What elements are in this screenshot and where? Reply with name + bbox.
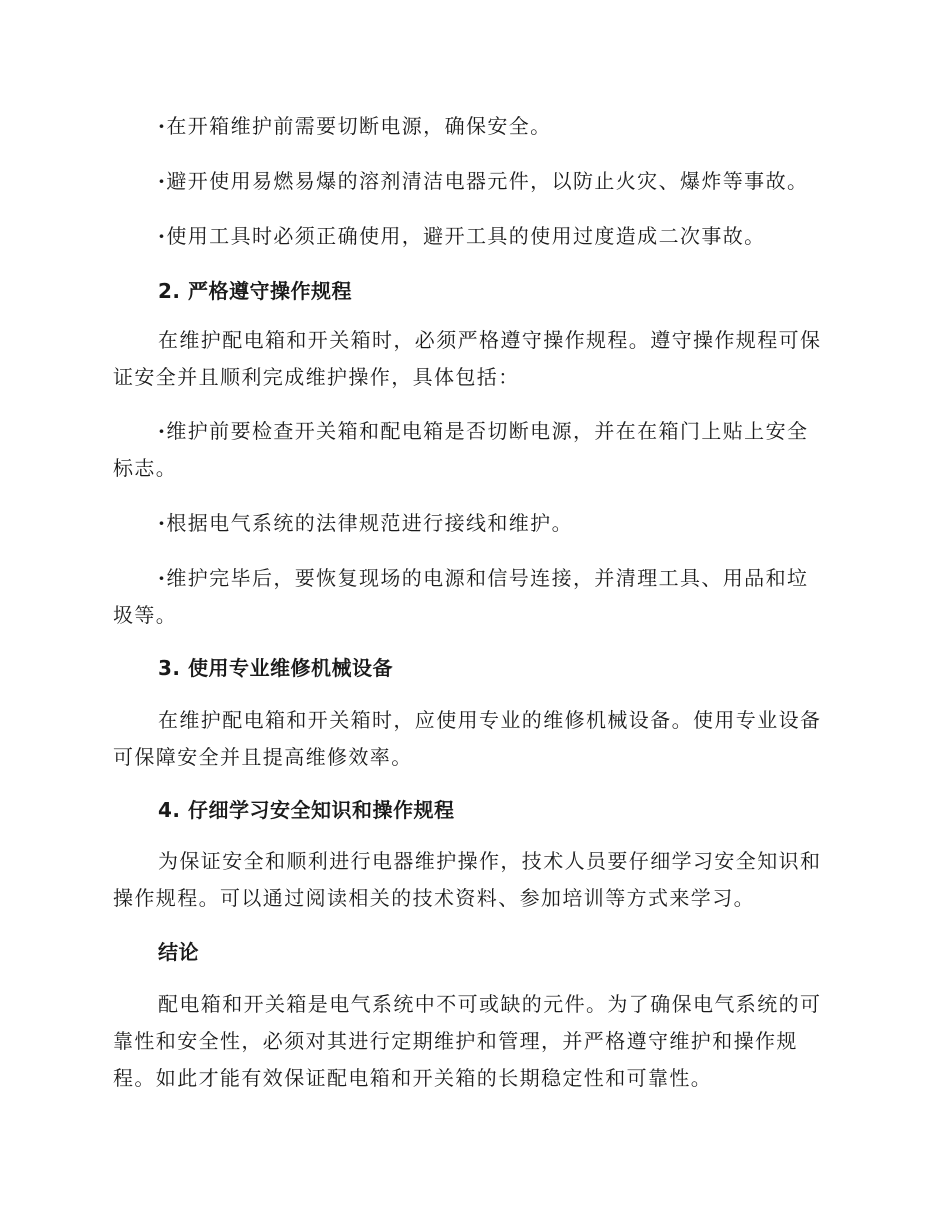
section-heading: 3. 使用专业维修机械设备 bbox=[158, 656, 393, 680]
bullet-item bbox=[113, 560, 829, 634]
section-heading: 4. 仔细学习安全知识和操作规程 bbox=[158, 798, 455, 822]
bullet-text: 维护前要检查开关箱和配电箱是否切断电源，并在在箱门上贴上安全标志。 bbox=[113, 419, 809, 480]
section-paragraph: 在维护配电箱和开关箱时，必须严格遵守操作规程。遵守操作规程可保证安全并且顺利完成维护操作，具体包括： bbox=[113, 328, 822, 389]
section-paragraph: 为保证安全和顺利进行电器维护操作，技术人员要仔细学习安全知识和操作规程。可以通过阅读相关的技术资料、参加培训等方式来学习。 bbox=[113, 849, 822, 910]
section-paragraph: 在维护配电箱和开关箱时，应使用专业的维修机械设备。使用专业设备可保障安全并且提高维修效率。 bbox=[113, 708, 822, 769]
bullet-marker: · bbox=[158, 169, 167, 193]
bullet-text: 维护完毕后，要恢复现场的电源和信号连接，并清理工具、用品和垃圾等。 bbox=[113, 566, 809, 627]
bullet-text: 在开箱维护前需要切断电源，确保安全。 bbox=[166, 114, 552, 138]
bullet-marker: · bbox=[158, 114, 167, 138]
conclusion-heading: 结论 bbox=[158, 940, 199, 964]
bullet-item bbox=[113, 505, 829, 542]
bullet-item bbox=[113, 218, 829, 255]
bullet-marker: · bbox=[158, 566, 167, 590]
bullet-marker: · bbox=[158, 511, 167, 535]
bullet-marker: · bbox=[158, 224, 167, 248]
bullet-text: 使用工具时必须正确使用，避开工具的使用过度造成二次事故。 bbox=[166, 224, 766, 248]
bullet-text: 避开使用易燃易爆的溶剂清洁电器元件，以防止火灾、爆炸等事故。 bbox=[166, 169, 809, 193]
bullet-item bbox=[113, 163, 829, 200]
bullet-item bbox=[113, 108, 829, 145]
bullet-text: 根据电气系统的法律规范进行接线和维护。 bbox=[166, 511, 573, 535]
bullet-item bbox=[113, 413, 829, 487]
section-heading: 2. 严格遵守操作规程 bbox=[158, 279, 352, 303]
bullet-marker: · bbox=[158, 419, 167, 443]
conclusion-paragraph: 配电箱和开关箱是电气系统中不可或缺的元件。为了确保电气系统的可靠性和安全性，必须对其进行定期维护和管理，并严格遵守维护和操作规程。如此才能有效保证配电箱和开关箱的长期稳定性和可靠性。 bbox=[113, 992, 822, 1090]
